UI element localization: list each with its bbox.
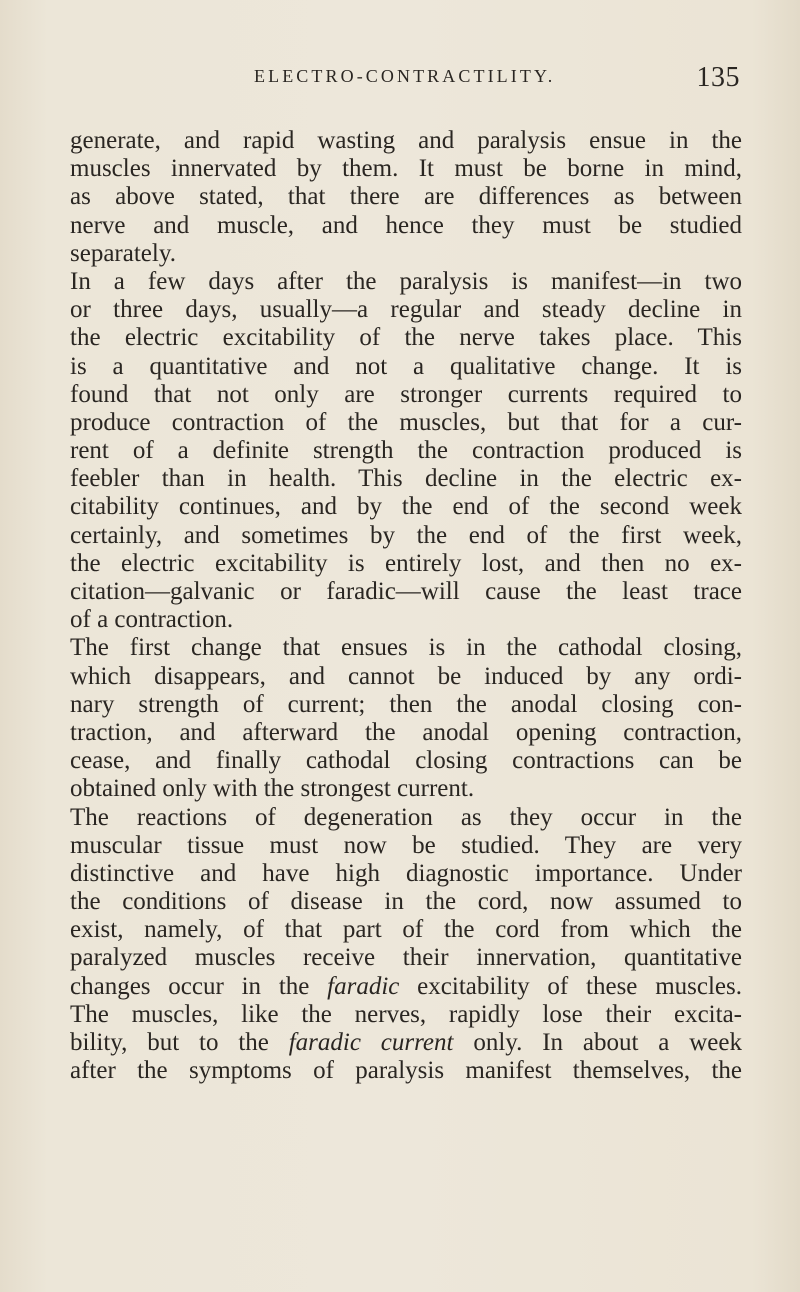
text-line-23: cease, and finally cathodal closing contractions can be xyxy=(70,747,742,775)
text-line-30: paralyzed muscles receive their innervation, quantitative xyxy=(70,944,742,972)
text-line-27: distinctive and have high diagnostic importance. Under xyxy=(70,859,742,887)
text-line-5: separately. xyxy=(70,239,176,267)
text-line-11: produce contraction of the muscles, but that for a cur- xyxy=(70,408,742,436)
text-line-32: The muscles, like the nerves, rapidly lose their excita- xyxy=(70,1000,742,1028)
text-line-16: the electric excitability is entirely lost, and then no ex- xyxy=(70,549,742,577)
page-number: 135 xyxy=(696,62,740,93)
text-line-13: feebler than in health. This decline in the electric ex- xyxy=(70,465,742,493)
running-head: ELECTRO-CONTRACTILITY. xyxy=(254,66,556,86)
text-line-33: bility, but to the faradic current only. In about a week xyxy=(70,1029,742,1056)
text-line-10: found that not only are stronger currents required to xyxy=(70,380,742,408)
text-line-22: traction, and afterward the anodal opening contraction, xyxy=(70,718,742,746)
text-line-19: The first change that ensues is in the cathodal closing, xyxy=(70,634,742,662)
text-line-21: nary strength of current; then the anodal closing con- xyxy=(70,690,742,718)
text-line-20: which disappears, and cannot be induced by any ordi- xyxy=(70,662,742,690)
text-line-29: exist, namely, of that part of the cord from which the xyxy=(70,916,742,944)
text-line-34: after the symptoms of paralysis manifest themselves, the xyxy=(70,1057,742,1085)
text-line-25: The reactions of degeneration as they occur in the xyxy=(70,803,742,831)
text-line-26: muscular tissue must now be studied. They are very xyxy=(70,831,742,859)
text-line-7: or three days, usually—a regular and steady decline in xyxy=(70,296,742,324)
text-line-14: citability continues, and by the end of the second week xyxy=(70,493,742,521)
text-line-12: rent of a definite strength the contraction produced is xyxy=(70,437,742,465)
italic-faradic-current: faradic current xyxy=(288,1029,454,1056)
text-line-28: the conditions of disease in the cord, now assumed to xyxy=(70,888,742,916)
text-line-4: nerve and muscle, and hence they must be studied xyxy=(70,211,742,239)
body-text xyxy=(70,127,742,1085)
text-line-3: as above stated, that there are differences as between xyxy=(70,183,742,211)
text-line-15: certainly, and sometimes by the end of the first week, xyxy=(70,521,742,549)
text-line-1: generate, and rapid wasting and paralysis ensue in the xyxy=(70,127,742,154)
text-line-31: changes occur in the faradic excitability of these muscles. xyxy=(70,972,742,1000)
text-line-2: muscles innervated by them. It must be borne in mind, xyxy=(70,155,742,183)
text-line-24: obtained only with the strongest current. xyxy=(70,775,475,803)
text-line-18: of a contraction. xyxy=(70,606,234,634)
text-line-8: the electric excitability of the nerve takes place. This xyxy=(70,324,742,352)
text-line-9: is a quantitative and not a qualitative change. It is xyxy=(70,352,742,380)
text-lines xyxy=(70,127,742,973)
text-line-17: citation—galvanic or faradic—will cause the least trace xyxy=(70,578,742,605)
page-header xyxy=(254,62,740,102)
text-line-6: In a few days after the paralysis is manifest—in two xyxy=(70,267,742,295)
italic-faradic: faradic xyxy=(327,972,400,1000)
